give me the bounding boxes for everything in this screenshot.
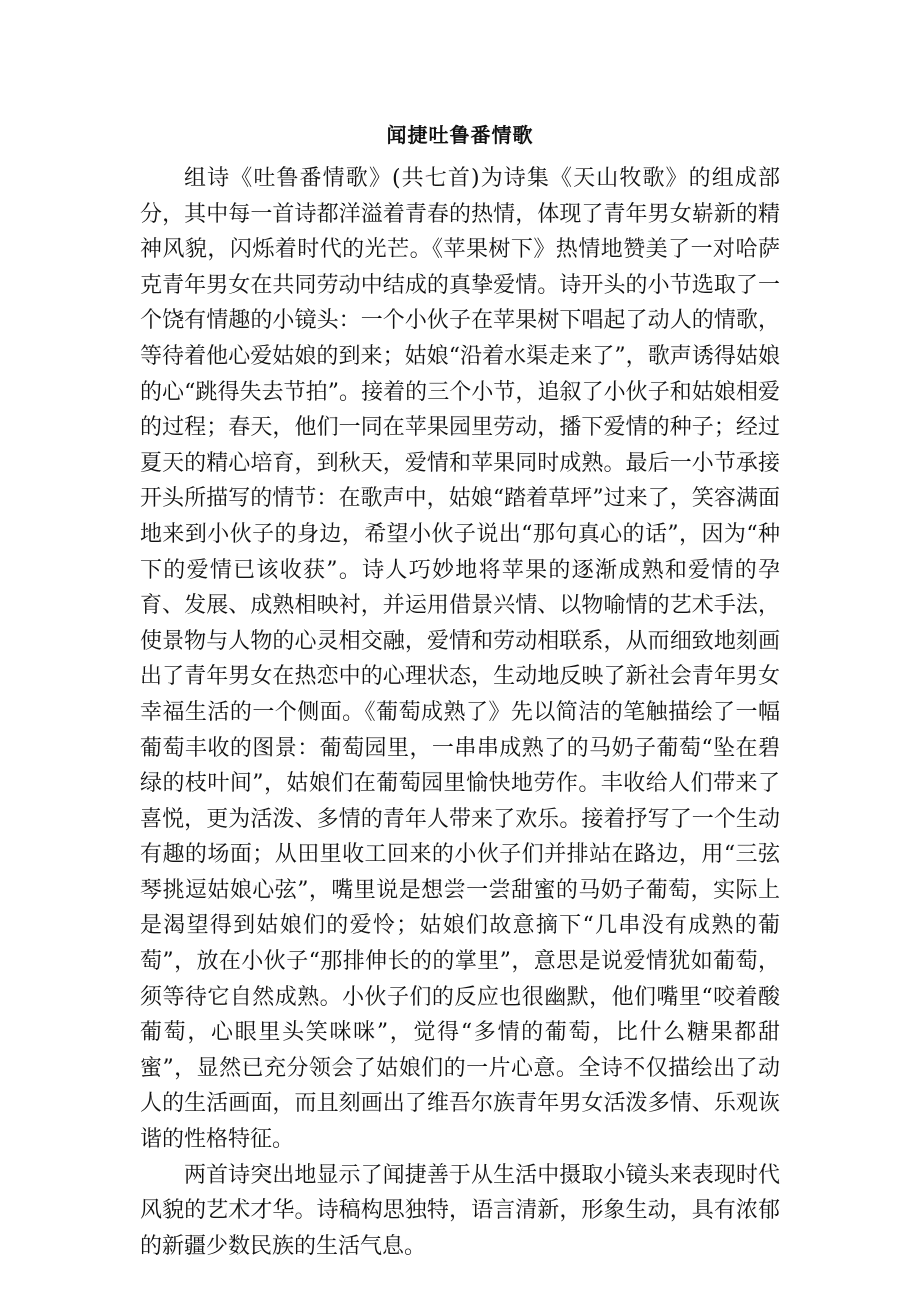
document-title: 闻捷吐鲁番情歌: [386, 123, 534, 147]
paragraph-2: 两首诗突出地显示了闻捷善于从生活中摄取小镜头来表现时代风貌的艺术才华。诗稿构思独特，语言清新，形象生动，具有浓郁的新疆少数民族的生活气息。: [140, 1162, 780, 1259]
paragraph-1: 组诗《吐鲁番情歌》(共七首)为诗集《天山牧歌》的组成部分，其中每一首诗都洋溢着青春的热情，体现了青年男女崭新的精神风貌，闪烁着时代的光芒。《苹果树下》热情地赞美了一对哈萨克青年男女在共同劳动中结成的真挚爱情。诗开头的小节选取了一个饶有情趣的小镜头：一个小伙子在苹果树下唱起了动人的情歌，等待着他心爱姑娘的到来；姑娘“沿着水渠走来了”，歌声诱得姑娘的心“跳得失去节拍”。接着的三个小节，追叙了小伙子和姑娘相爱的过程；春天，他们一同在苹果园里劳动，播下爱情的种子；经过夏天的精心培育，到秋天，爱情和苹果同时成熟。最后一小节承接开头所描写的情节：在歌声中，姑娘“踏着草坪”过来了，笑容满面地来到小伙子的身边，希望小伙子说出“那句真心的话”，因为“种下的爱情已该收获”。诗人巧妙地将苹果的逐渐成熟和爱情的孕育、发展、成熟相映衬，并运用借景兴情、以物喻情的艺术手法，使景物与人物的心灵相交融，爱情和劳动相联系，从而细致地刻画出了青年男女在热恋中的心理状态，生动地反映了新社会青年男女幸福生活的一个侧面。《葡萄成熟了》先以简洁的笔触描绘了一幅葡萄丰收的图景：葡萄园里，一串串成熟了的马奶子葡萄“坠在碧绿的枝叶间”，姑娘们在葡萄园里愉快地劳作。丰收给人们带来了喜悦，更为活泼、多情的青年人带来了欢乐。接着抒写了一个生动有趣的场面；从田里收工回来的小伙子们并排站在路边，用“三弦琴挑逗姑娘心弦”，嘴里说是想尝一尝甜蜜的马奶子葡萄，实际上是渴望得到姑娘们的爱怜；姑娘们故意摘下“几串没有成熟的葡萄”，放在小伙子“那排伸长的的掌里”，意思是说爱情犹如葡萄，须等待它自然成熟。小伙子们的反应也很幽默，他们嘴里“咬着酸葡萄，心眼里头笑咪咪”，觉得“多情的葡萄，比什么糖果都甜蜜”，显然已充分领会了姑娘们的一片心意。全诗不仅描绘出了动人的生活画面，而且刻画出了维吾尔族青年男女活泼多情、乐观诙谐的性格特征。: [140, 166, 780, 1153]
document-body: [140, 161, 780, 1264]
